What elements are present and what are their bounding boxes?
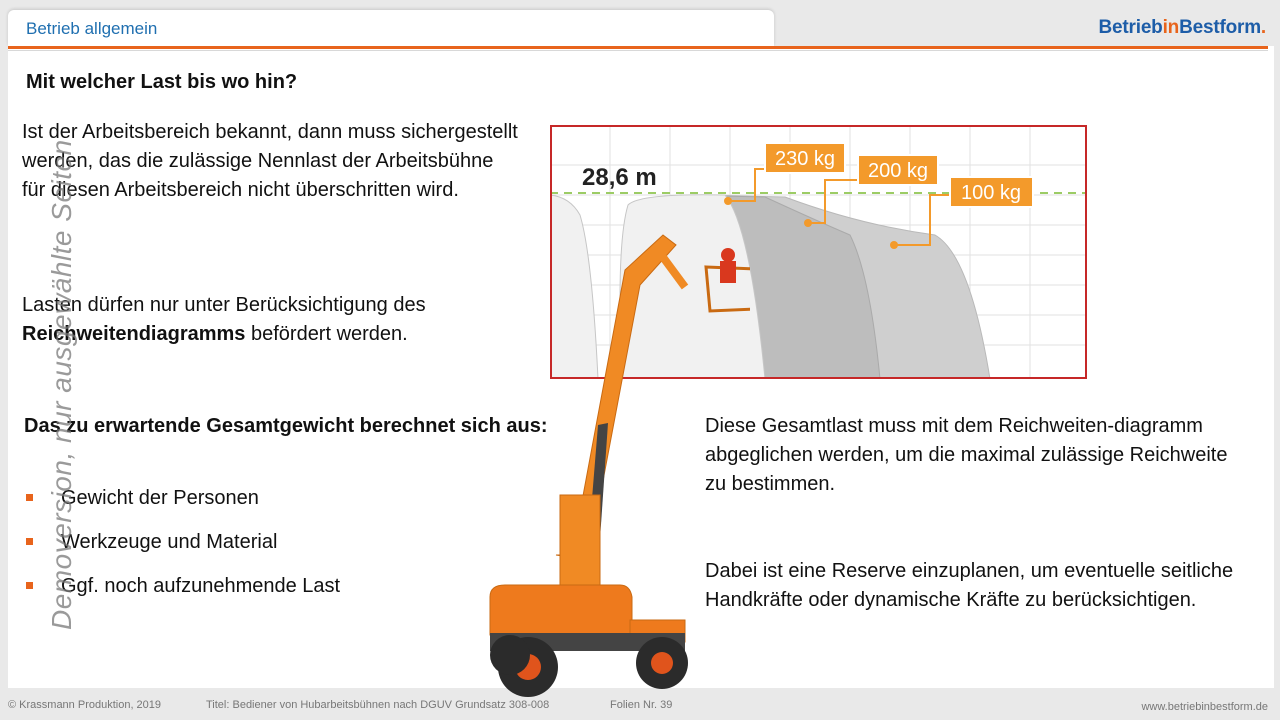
brand-logo: BetriebinBestform.	[1098, 17, 1266, 38]
demo-watermark: Demoversion, nur ausgewählte Seiten	[46, 139, 77, 630]
paragraph-work-area: Ist der Arbeitsbereich bekannt, dann muss sichergestellt werden, das die zulässige Nennlast der Arbeitsbühne für diesen Arbeitsbereich nicht überschritten wird.	[22, 121, 518, 201]
load-label-100kg: 100 kg	[960, 182, 1022, 204]
paragraph-total-weight: Das zu erwartende Gesamtgewicht berechnet sich aus:	[24, 415, 548, 437]
load-point-100kg	[890, 241, 898, 249]
paragraph-reserve: Dabei ist eine Reserve einzuplanen, um eventuelle seitliche Handkräfte oder dynamische Kräfte zu berücksichtigen.	[705, 560, 1234, 611]
wheel-icon	[490, 635, 530, 675]
emphasis-reach-diagram: Reichweitendiagramms	[22, 323, 246, 345]
bullet-square-icon	[26, 538, 33, 545]
slide-heading: Mit welcher Last bis wo hin?	[26, 71, 298, 93]
operator-icon	[721, 248, 735, 262]
load-point-200kg	[804, 219, 812, 227]
footer-copyright: © Krassmann Produktion, 2019	[8, 699, 162, 711]
load-label-200kg: 200 kg	[867, 160, 929, 182]
bullet-square-icon	[26, 582, 33, 589]
footer-title: Titel: Bediener von Hubarbeitsbühnen nach DGUV Grundsatz 308-008	[206, 699, 550, 711]
paragraph-loads: Lasten dürfen nur unter Berücksichtigung des Reichweitendiagramms befördert werden.	[22, 294, 426, 345]
footer-url: www.betriebinbestform.de	[1141, 701, 1268, 713]
list-item: Ggf. noch aufzunehmende Last	[26, 569, 340, 613]
paragraph-compare-diagram: Diese Gesamtlast muss mit dem Reichweiten-diagramm abgeglichen werden, um die maximal zulässige Reichweite zu bestimmen.	[705, 415, 1228, 495]
list-item: Werkzeuge und Material	[26, 525, 340, 569]
footer-slide-number: Folien Nr. 39	[610, 699, 673, 711]
load-label-230kg: 230 kg	[774, 148, 836, 170]
list-item: Gewicht der Personen	[26, 481, 340, 525]
max-height-label: 28,6 m	[582, 164, 657, 191]
section-title: Betrieb allgemein	[26, 19, 158, 38]
header-divider	[8, 50, 1268, 51]
load-point-230kg	[724, 197, 732, 205]
bullet-square-icon	[26, 494, 33, 501]
header-orange-rule	[8, 46, 1268, 49]
